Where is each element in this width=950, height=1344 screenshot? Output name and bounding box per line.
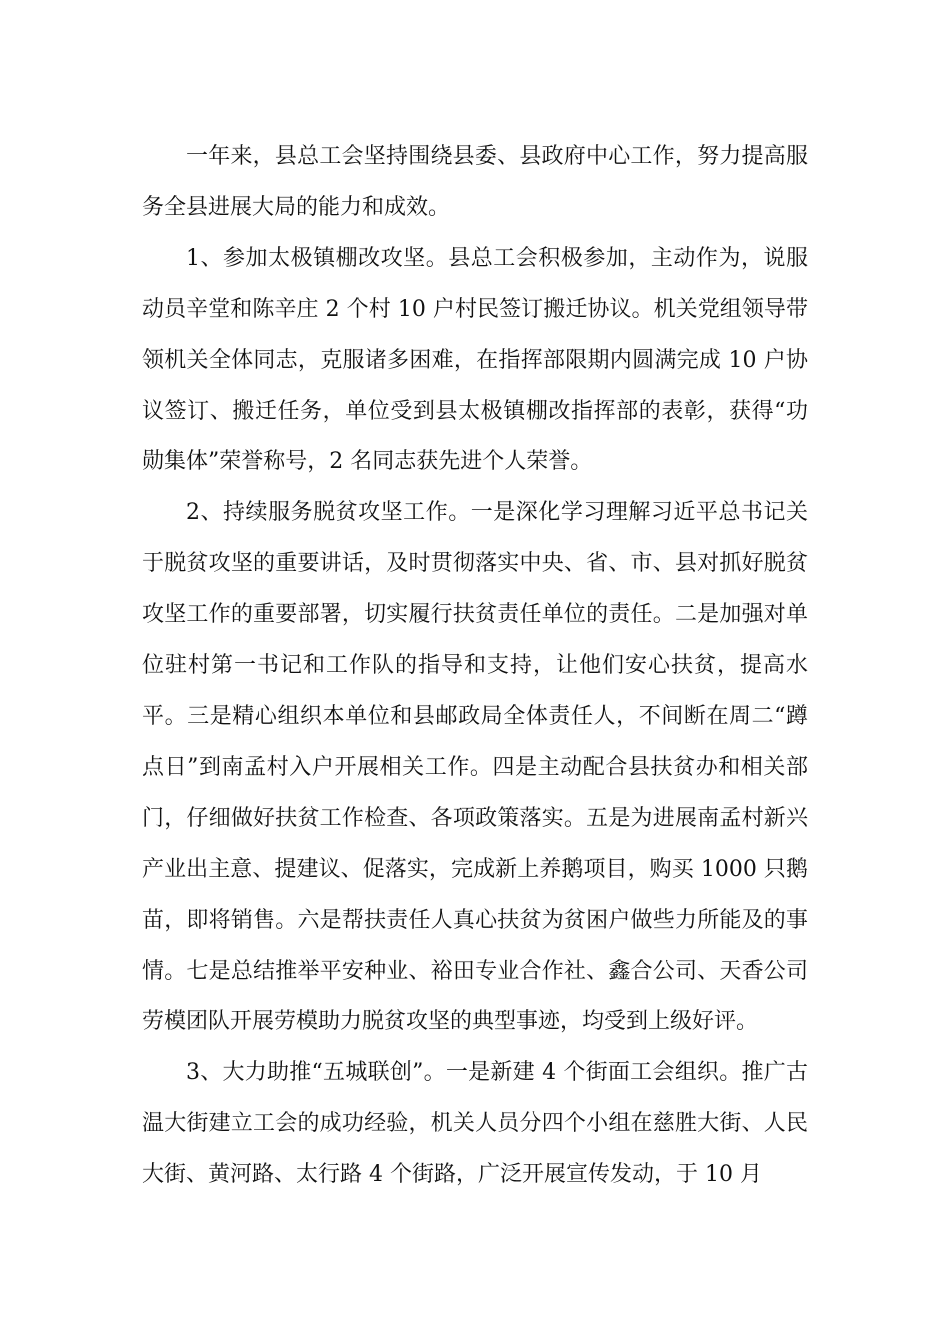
paragraph-intro: 一年来，县总工会坚持围绕县委、县政府中心工作，努力提高服务全县进展大局的能力和成效。	[142, 144, 808, 220]
paragraph-item-2: 2、持续服务脱贫攻坚工作。一是深化学习理解习近平总书记关于脱贫攻坚的重要讲话，及时贯彻落实中央、省、市、县对抓好脱贫攻坚工作的重要部署，切实履行扶贫责任单位的责任。二是加强对单位驻村第一书记和工作队的指导和支持，让他们安心扶贫，提高水平。三是精心组织本单位和县邮政局全体责任人，不间断在周二“蹲点日”到南孟村入户开展相关工作。四是主动配合县扶贫办和相关部门，仔细做好扶贫工作检查、各项政策落实。五是为进展南孟村新兴产业出主意、提建议、促落实，完成新上养鹅项目，购买 1000 只鹅苗，即将销售。六是帮扶责任人真心扶贫为贫困户做些力所能及的事情。七是总结推举平安种业、裕田专业合作社、鑫合公司、天香公司劳模团队开展劳模助力脱贫攻坚的典型事迹，均受到上级好评。	[142, 500, 808, 1035]
paragraph-item-3: 3、大力助推“五城联创”。一是新建 4 个街面工会组织。推广古温大街建立工会的成功经验，机关人员分四个小组在慈胜大街、人民大街、黄河路、太行路 4 个街路，广泛开展宣传发动，于 10 月	[142, 1060, 808, 1188]
document-body	[142, 132, 808, 1201]
paragraph-item-1: 1、参加太极镇棚改攻坚。县总工会积极参加，主动作为，说服动员辛堂和陈辛庄 2 个村 10 户村民签订搬迁协议。机关党组领导带领机关全体同志，克服诸多困难，在指挥部限期内圆满完成 10 户协议签订、搬迁任务，单位受到县太极镇棚改指挥部的表彰，获得“功勋集体”荣誉称号，2 名同志获先进个人荣誉。	[142, 245, 808, 475]
